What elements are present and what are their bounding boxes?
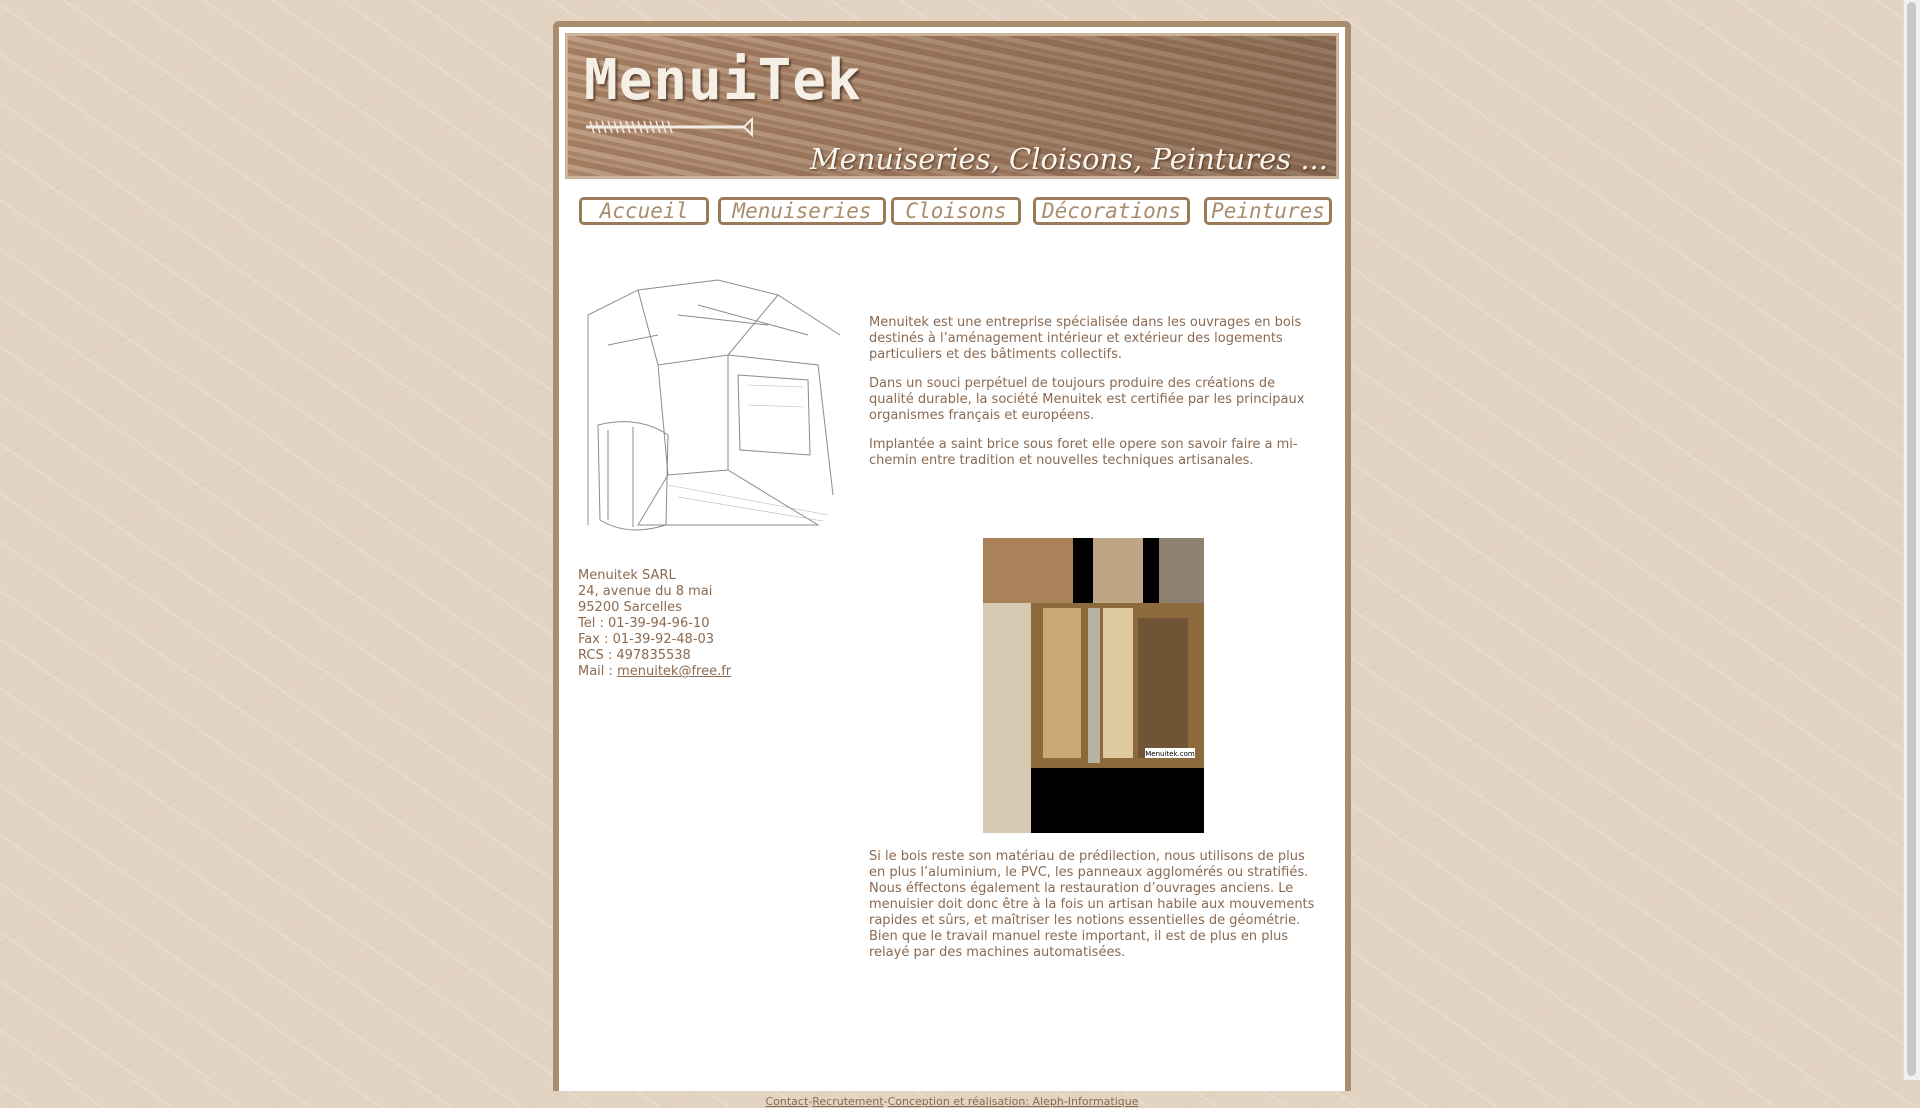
address-company: Menuitek SARL bbox=[578, 568, 676, 583]
intro-paragraph-2: Dans un souci perpétuel de toujours produire des créations de qualité durable, la société Menuitek est certifiée par les principaux organismes français et européens. bbox=[869, 376, 1305, 423]
address-street: 24, avenue du 8 mai bbox=[578, 584, 713, 599]
intro-paragraph-3: Implantée a saint brice sous foret elle opere son savoir faire a mi-chemin entre tradition et nouvelles techniques artisanales. bbox=[869, 437, 1298, 468]
mail-link[interactable]: menuitek@free.fr bbox=[617, 664, 732, 679]
interior-photo bbox=[983, 538, 1204, 833]
header-tagline: Menuiseries, Cloisons, Peintures ... bbox=[809, 142, 1328, 176]
address-city: 95200 Sarcelles bbox=[578, 600, 682, 615]
footer-separator: - bbox=[808, 1095, 813, 1108]
mail-label: Mail : bbox=[578, 664, 618, 679]
screw-icon bbox=[584, 116, 754, 138]
intro-text bbox=[869, 315, 1324, 482]
body-text bbox=[869, 849, 1324, 974]
footer-contact-link[interactable]: Contact bbox=[765, 1095, 809, 1108]
intro-paragraph-1: Menuitek est une entreprise spécialisée dans les ouvrages en bois destinés à l’aménagement intérieur et extérieur des logements particuliers et des bâtiments collectifs. bbox=[869, 315, 1302, 362]
footer bbox=[559, 1095, 1345, 1108]
scrollbar-thumb[interactable] bbox=[1907, 2, 1916, 1076]
address-tel: Tel : 01-39-94-96-10 bbox=[578, 616, 710, 631]
nav-decorations-button[interactable]: Décorations bbox=[1033, 197, 1190, 225]
address-fax: Fax : 01-39-92-48-03 bbox=[578, 632, 715, 647]
header-banner bbox=[565, 33, 1339, 179]
nav-accueil-button[interactable]: Accueil bbox=[579, 197, 709, 225]
company-address bbox=[578, 568, 731, 680]
address-rcs: RCS : 497835538 bbox=[578, 648, 691, 663]
page-frame bbox=[553, 21, 1351, 1108]
site-logo[interactable]: MenuiTek bbox=[584, 48, 862, 113]
nav-menuiseries-button[interactable]: Menuiseries bbox=[718, 197, 886, 225]
footer-credit-link[interactable]: Conception et réalisation: Aleph-Informatique bbox=[887, 1095, 1139, 1108]
nav-peintures-button[interactable]: Peintures bbox=[1204, 197, 1332, 225]
footer-recrutement-link[interactable]: Recrutement bbox=[812, 1095, 884, 1108]
interior-sketch-image bbox=[578, 275, 850, 547]
vertical-scrollbar[interactable] bbox=[1903, 0, 1920, 1080]
address-mail-row bbox=[578, 664, 731, 680]
footer-separator: - bbox=[883, 1095, 888, 1108]
photo-watermark: Menuitek.com bbox=[1145, 750, 1195, 758]
body-paragraph-1: Si le bois reste son matériau de prédilection, nous utilisons de plus en plus l’aluminium, le PVC, les panneaux agglomérés ou stratifiés. Nous éffectons également la restauration d’ouvrages anciens. Le menuisier doit donc être à la fois un artisan habile aux mouvements rapides et sûrs, et maîtriser les notions essentielles de géométrie. Bien que le travail manuel reste important, il est de plus en plus relayé par des machines automatisées. bbox=[869, 849, 1315, 960]
nav-cloisons-button[interactable]: Cloisons bbox=[891, 197, 1021, 225]
